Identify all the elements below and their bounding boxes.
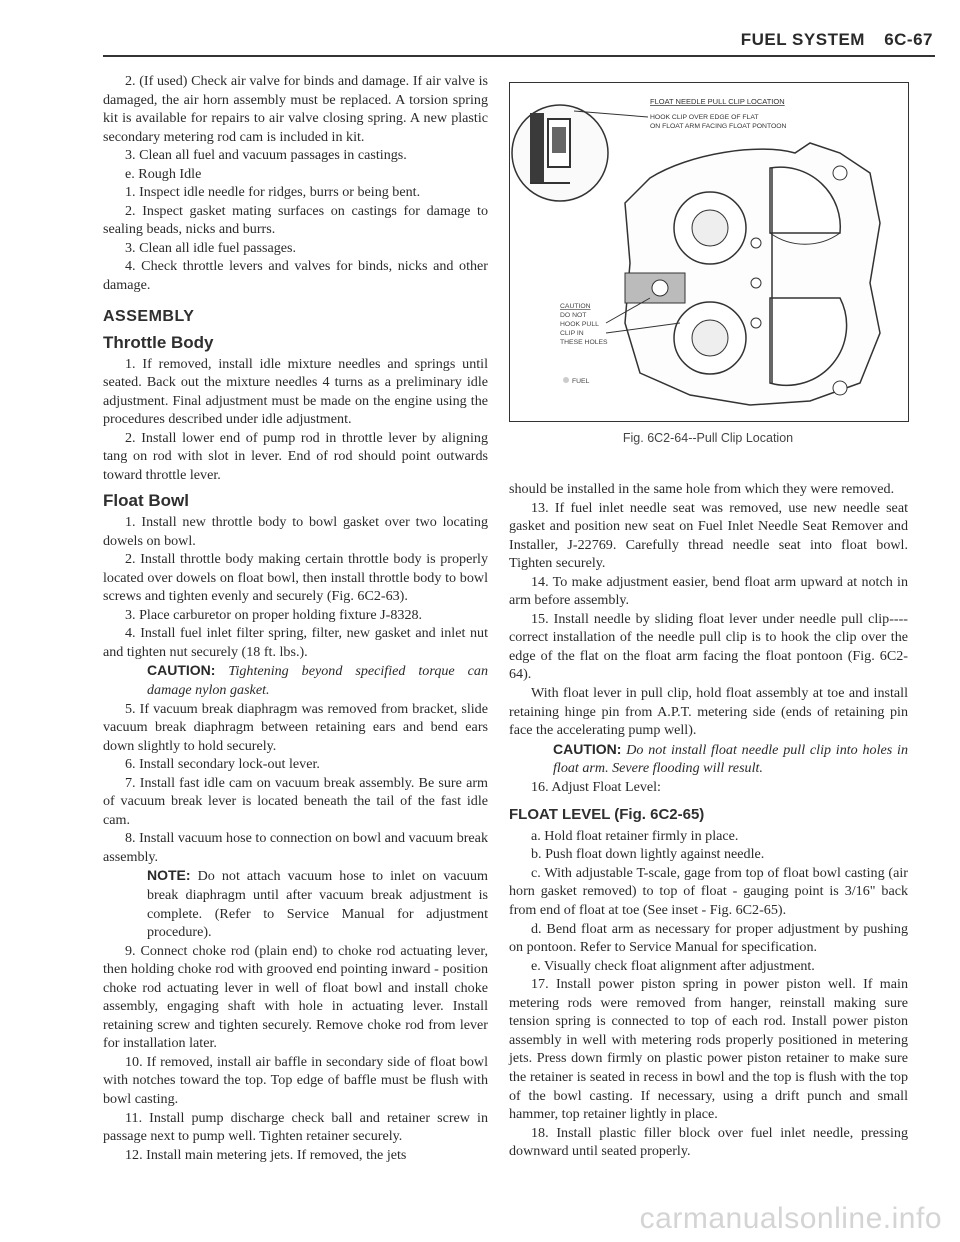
- paragraph: d. Bend float arm as necessary for proper adjustment by pushing on pontoon. Refer to Service Manual for specification.: [509, 920, 908, 956]
- section-heading-assembly: ASSEMBLY: [103, 307, 195, 325]
- paragraph: 17. Install power piston spring in power piston well. If main metering rods were removed from hanger, reinstall making sure tension spring is connected to top of each rod. Install power piston assembly in well with metering rods properly positioned in metering jets. Press down firmly on plastic power piston retainer to make sure the retainer is seated in recess in bowl and the top is flush with the top of the bowl casting. If necessary, using a drift punch and small hammer, top retainer lightly in place.: [509, 976, 908, 1123]
- note-label: NOTE:: [147, 867, 191, 884]
- paragraph: 11. Install pump discharge check ball and retainer screw in passage next to pump well. Tighten retainer securely.: [103, 1109, 488, 1145]
- callout-line-1: HOOK CLIP OVER EDGE OF FLAT: [650, 114, 759, 121]
- primary-venturi-upper: [692, 210, 728, 246]
- caution-note: [509, 740, 908, 778]
- caution-line: CLIP IN: [560, 330, 584, 337]
- float-hinge-hole: [652, 280, 668, 296]
- subheading-float-level: FLOAT LEVEL (Fig. 6C2-65): [509, 806, 705, 824]
- paragraph: 18. Install plastic filler block over fuel inlet needle, pressing downward until seated properly.: [509, 1124, 908, 1160]
- figure-pull-clip-location: [509, 82, 909, 422]
- paragraph: 6. Install secondary lock-out lever.: [125, 756, 320, 773]
- passage-hole: [751, 238, 761, 248]
- subheading-throttle-body: Throttle Body: [103, 333, 214, 353]
- header-page-number: 6C-67: [884, 30, 933, 49]
- passage-hole: [751, 318, 761, 328]
- mount-hole: [833, 166, 847, 180]
- paragraph: e. Rough Idle: [125, 165, 202, 182]
- paragraph: 2. (If used) Check air valve for binds and damage. If air valve is damaged, the air horn assembly must be replaced. A torsion spring kit is available for repairs to air valve closing spring. A new plastic secondary metering rod cam is included in kit.: [103, 73, 488, 145]
- paragraph: 10. If removed, install air baffle in secondary side of float bowl with notches toward the top. Top edge of baffle must be flush with bowl casting.: [103, 1053, 488, 1107]
- paragraph: 7. Install fast idle cam on vacuum break assembly. Be sure arm of vacuum break lever is located beneath the tail of the fast idle cam.: [103, 774, 488, 828]
- header-section-title: FUEL SYSTEM: [740, 30, 865, 49]
- paragraph: 3. Clean all fuel and vacuum passages in castings.: [125, 147, 407, 164]
- paragraph: 12. Install main metering jets. If removed, the jets: [125, 1146, 407, 1163]
- paragraph: 13. If fuel inlet needle seat was removed, use new needle seat gasket and position new seat on Fuel Inlet Needle Seat Remover and Installer, J-22769. Carefully thread needle seat into float bowl. Tighten securely.: [509, 499, 908, 572]
- paragraph: 2. Inspect gasket mating surfaces on castings for damage to sealing beads, nicks and burrs.: [103, 202, 488, 238]
- subheading-float-bowl: Float Bowl: [103, 491, 189, 511]
- caution-text: Tightening beyond specified torque can damage nylon gasket.: [147, 663, 488, 698]
- paragraph: 15. Install needle by sliding float lever under needle pull clip----correct installation of the needle pull clip is to hook the clip over the edge of the flat on the float arm facing the float pontoon (Fig. 6C2-64).: [509, 610, 908, 683]
- caution-line: CAUTION: [560, 303, 591, 310]
- primary-venturi-lower: [692, 320, 728, 356]
- caution-line: THESE HOLES: [560, 339, 608, 346]
- figure-title: FLOAT NEEDLE PULL CLIP LOCATION: [650, 97, 785, 106]
- header-rule: [103, 55, 935, 57]
- left-column: [103, 72, 488, 1164]
- callout-line-2: ON FLOAT ARM FACING FLOAT PONTOON: [650, 123, 787, 130]
- paragraph: 16. Adjust Float Level:: [531, 778, 661, 795]
- paragraph: a. Hold float retainer firmly in place.: [531, 827, 739, 844]
- paragraph: 8. Install vacuum hose to connection on bowl and vacuum break assembly.: [103, 830, 488, 865]
- paragraph: 5. If vacuum break diaphragm was removed from bracket, slide vacuum break diaphragm between retaining ears and bend ears down slightly to hold securely.: [103, 700, 488, 754]
- fuel-legend-label: FUEL: [572, 378, 590, 385]
- note: [103, 866, 488, 941]
- passage-hole: [751, 278, 761, 288]
- paragraph: 1. Inspect idle needle for ridges, burrs or being bent.: [125, 184, 421, 201]
- paragraph: 2. Install throttle body making certain throttle body is properly located over dowels on float bowl, then install throttle body to bowl screws and tighten evenly and securely (Fig. 6C2-63).: [103, 551, 488, 605]
- caution-line: HOOK PULL: [560, 321, 599, 328]
- caution-note: [103, 661, 488, 699]
- paragraph: 4. Install fuel inlet filter spring, filter, new gasket and inlet nut and tighten nut securely (18 ft. lbs.).: [103, 625, 488, 660]
- paragraph: 9. Connect choke rod (plain end) to choke rod actuating lever, then holding choke rod with grooved end pointing inward - position choke rod actuating lever in well of float bowl and install choke assembly, engaging shaft with hole in actuating lever. Install retaining screw and tighten securely. Remove choke rod from lever for installation later.: [103, 942, 488, 1052]
- page-header: [727, 30, 933, 50]
- paragraph: 14. To make adjustment easier, bend float arm upward at notch in arm before assembly.: [509, 573, 908, 609]
- caution-line: DO NOT: [560, 312, 587, 319]
- paragraph: e. Visually check float alignment after adjustment.: [531, 957, 815, 974]
- figure-caption: Fig. 6C2-64--Pull Clip Location: [622, 431, 794, 445]
- mount-hole: [833, 381, 847, 395]
- paragraph: 3. Place carburetor on proper holding fixture J-8328.: [125, 606, 423, 623]
- inset-clip: [552, 127, 566, 153]
- fuel-legend-swatch: [563, 377, 569, 383]
- caution-label: CAUTION:: [553, 740, 622, 757]
- paragraph: 1. If removed, install idle mixture needles and springs until seated. Back out the mixture needles 4 turns as a preliminary idle adjustment. Final adjustment must be made on the engine using the procedures described under idle adjustment.: [103, 355, 488, 428]
- caution-label: CAUTION:: [147, 662, 216, 679]
- paragraph: 3. Clean all idle fuel passages.: [125, 239, 297, 256]
- paragraph: With float lever in pull clip, hold float assembly at toe and install retaining hinge pin from A.P.T. metering side (ends of retaining pin face the accelerating pump well).: [509, 685, 908, 739]
- watermark: carmanualsonline.info: [639, 1202, 942, 1235]
- right-column: [509, 480, 908, 1161]
- inset-needle: [530, 113, 544, 183]
- caution-text: Do not install float needle pull clip into holes in float arm. Severe flooding will result.: [553, 741, 908, 777]
- carburetor-diagram: [510, 83, 908, 421]
- paragraph: should be installed in the same hole from which they were removed.: [509, 481, 895, 497]
- paragraph: 1. Install new throttle body to bowl gasket over two locating dowels on bowl.: [103, 514, 488, 549]
- paragraph: 2. Install lower end of pump rod in throttle lever by aligning tang on rod with slot in lever. End of rod should point outwards toward throttle lever.: [103, 429, 488, 483]
- paragraph: c. With adjustable T-scale, gage from top of float bowl casting (air horn gasket removed) to top of float - gauging point is 3/16" back from end of float at toe (See inset - Fig. 6C2-65).: [509, 864, 908, 919]
- paragraph: b. Push float down lightly against needle.: [531, 846, 765, 863]
- paragraph: 4. Check throttle levers and valves for binds, nicks and other damage.: [103, 258, 488, 294]
- note-text: Do not attach vacuum hose to inlet on vacuum break diaphragm until after vacuum break adjustment is complete. (Refer to Service Manual for adjustment procedure).: [147, 868, 488, 941]
